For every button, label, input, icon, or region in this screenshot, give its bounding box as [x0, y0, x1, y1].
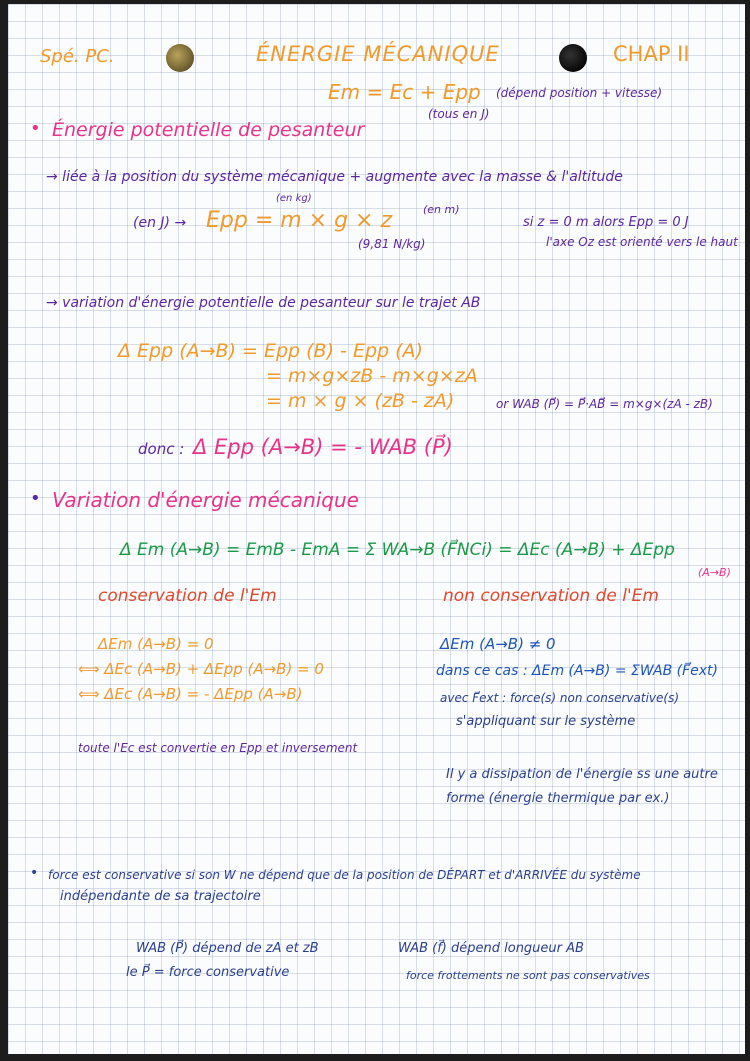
non-conservation-definition: avec F⃗ext : force(s) non conservative(s): [440, 691, 679, 705]
energy-dissipation-note: Il y a dissipation de l'énergie ss une autre: [446, 767, 718, 782]
page-title: ÉNERGIE MÉCANIQUE: [256, 42, 500, 66]
formula-dependency-note: (dépend position + vitesse): [496, 86, 663, 100]
section-heading-potential-energy: Énergie potentielle de pesanteur: [52, 119, 365, 141]
mechanical-energy-main-equation: Δ Em (A→B) = EmB - EmA = Σ WA→B (F⃗NCi) = ΔEc (A→B) + ΔEpp: [120, 540, 675, 560]
altitude-unit-note: (en m): [423, 203, 460, 216]
energy-formula: Em = Ec + Epp: [328, 80, 481, 104]
non-conservation-equation-1: ΔEm (A→B) ≠ 0: [440, 635, 556, 653]
friction-work-dependency: WAB (f⃗) dépend longueur AB: [398, 941, 584, 956]
friction-nonconservative-note: force frottements ne sont pas conservatives: [406, 969, 650, 982]
conservation-heading: conservation de l'Em: [98, 586, 277, 606]
weight-work-note: or WAB (P⃗) = P⃗·AB⃗ = m×g×(zA - zB): [496, 397, 713, 411]
conservation-explanation: toute l'Ec est convertie en Epp et inversement: [78, 741, 358, 755]
weight-conservative-note: le P⃗ = force conservative: [126, 965, 290, 980]
course-label: Spé. PC.: [40, 46, 115, 67]
conclusion-label: donc :: [138, 440, 185, 458]
axis-orientation-note: l'axe Oz est orienté vers le haut: [546, 235, 738, 249]
conservative-force-definition: force est conservative si son W ne dépend que de la position de DÉPART et d'ARRIVÉE du système: [48, 868, 641, 882]
non-conservation-heading: non conservation de l'Em: [443, 586, 659, 606]
bullet-1: •: [30, 118, 41, 139]
conservation-equation-3: ⟺ ΔEc (A→B) = - ΔEpp (A→B): [78, 685, 303, 703]
gravity-value-note: (9,81 N/kg): [358, 237, 426, 251]
non-conservation-definition-continued: s'appliquant sur le système: [456, 714, 636, 729]
conservation-equation-1: ΔEm (A→B) = 0: [98, 635, 214, 653]
chapter-label: CHAP II: [613, 42, 690, 66]
punch-hole-left: [166, 44, 194, 72]
formula-unit-note: (tous en J): [428, 107, 490, 121]
non-conservation-equation-2: dans ce cas : ΔEm (A→B) = ΣWAB (F⃗ext): [436, 663, 718, 679]
mass-unit-note: (en kg): [276, 193, 312, 204]
potential-energy-unit-label: (en J) →: [133, 215, 187, 231]
potential-energy-variation-intro: → variation d'énergie potentielle de pesanteur sur le trajet AB: [46, 295, 481, 311]
weight-work-dependency: WAB (P⃗) dépend de zA et zB: [136, 941, 319, 956]
energy-dissipation-note-continued: forme (énergie thermique par ex.): [446, 791, 670, 806]
potential-energy-formula: Epp = m × g × z: [206, 208, 393, 233]
bullet-3: •: [30, 865, 39, 881]
potential-energy-description: → liée à la position du système mécanique + augmente avec la masse & l'altitude: [46, 169, 623, 185]
delta-epp-equation-line-3: = m × g × (zB - zA): [266, 390, 455, 412]
punch-hole-right: [559, 44, 587, 72]
section-heading-mechanical-energy-variation: Variation d'énergie mécanique: [52, 488, 359, 512]
delta-epp-equation-line-2: = m×g×zB - m×g×zA: [266, 365, 478, 387]
mechanical-energy-equation-tail: (A→B): [698, 566, 731, 579]
zero-altitude-note: si z = 0 m alors Epp = 0 J: [523, 215, 689, 230]
delta-epp-result: Δ Epp (A→B) = - WAB (P⃗): [193, 435, 453, 459]
notebook-page: [8, 4, 745, 1054]
conservation-equation-2: ⟺ ΔEc (A→B) + ΔEpp (A→B) = 0: [78, 660, 324, 678]
conservative-force-definition-continued: indépendante de sa trajectoire: [60, 889, 261, 904]
bullet-2: •: [30, 488, 41, 509]
delta-epp-equation-line-1: Δ Epp (A→B) = Epp (B) - Epp (A): [118, 340, 423, 362]
